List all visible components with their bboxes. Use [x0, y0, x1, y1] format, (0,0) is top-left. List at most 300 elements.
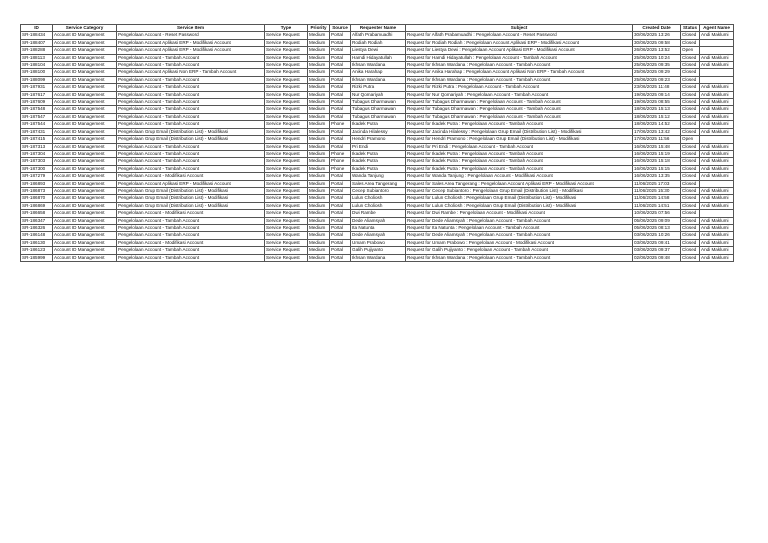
type-cell: Service Request [265, 54, 308, 61]
requester-name-cell: Hamdi Hidayatullah [351, 54, 406, 61]
created-date-cell: 05/06/2025 09:09 [633, 217, 681, 224]
type-cell: Service Request [265, 224, 308, 231]
service-item-cell: Pengelolaan Account - Tambah Account [117, 99, 265, 106]
priority-cell: Medium [308, 91, 330, 98]
table-row[interactable] [21, 69, 734, 76]
id-cell: SR-187304 [21, 150, 53, 157]
service-item-cell: Pengelolaan Grup Email (Distribution List) - Modifikasi [117, 202, 265, 209]
id-cell: SR-186130 [21, 239, 53, 246]
agent-name-cell: Andi Maklumi [700, 247, 734, 254]
subject-cell: Request for Tubagus Dharmawan : Pengelolaan Account - Tambah Account [406, 113, 633, 120]
type-cell: Service Request [265, 47, 308, 54]
priority-cell: Medium [308, 165, 330, 172]
subject-cell: Request for Rodiah Rodiah : Pengelolaan Account Aplikasi ERP - Modifikasi Account [406, 39, 633, 46]
service-item-cell: Pengelolaan Account - Tambah Account [117, 150, 265, 157]
type-cell: Service Request [265, 239, 308, 246]
source-cell: Portal [330, 106, 351, 113]
priority-cell: Medium [308, 128, 330, 135]
requester-name-cell: Ikhsan Wardana [351, 62, 406, 69]
service-item-cell: Pengelolaan Account - Tambah Account [117, 91, 265, 98]
subject-cell: Request for Lulun Choliosh : Pengelolaan Grup Email (Distribution List) - Modifikasi [406, 195, 633, 202]
agent-name-cell: Andi Maklumi [700, 150, 734, 157]
created-date-cell: 16/06/2025 15:18 [633, 158, 681, 165]
source-cell: Portal [330, 128, 351, 135]
column-header-requester-name[interactable]: Requester Name [351, 25, 406, 32]
status-cell: Closed [681, 180, 700, 187]
status-cell: Closed [681, 217, 700, 224]
column-header-service-item[interactable]: Service Item [117, 25, 265, 32]
subject-cell: Request for Ikadek Putra : Pengelolaan Account - Tambah Account [406, 158, 633, 165]
service-category-cell: Account ID Management [53, 128, 117, 135]
status-cell: Closed [681, 84, 700, 91]
service-request-report [20, 24, 734, 262]
table-row[interactable] [21, 202, 734, 209]
status-cell: Closed [681, 54, 700, 61]
agent-name-cell: Andi Maklumi [700, 187, 734, 194]
requester-name-cell: Nur Qomariyah [351, 91, 406, 98]
source-cell: Portal [330, 217, 351, 224]
agent-name-cell: Andi Maklumi [700, 54, 734, 61]
service-category-cell: Account ID Management [53, 84, 117, 91]
requester-name-cell: Alfath Prabamuadhi [351, 32, 406, 39]
type-cell: Service Request [265, 69, 308, 76]
table-row[interactable] [21, 247, 734, 254]
service-item-cell: Pengelolaan Account - Tambah Account [117, 254, 265, 261]
subject-cell: Request for Hendri Pramono : Pengelolaan Grup Email (Distribution List) - Modifikasi [406, 136, 633, 143]
table-row[interactable] [21, 54, 734, 61]
type-cell: Service Request [265, 150, 308, 157]
requester-name-cell: Tubagus Dharmawan [351, 99, 406, 106]
id-cell: SR-187548 [21, 106, 53, 113]
subject-cell: Request for Rizki Putra : Pengelolaan Account - Tambah Account [406, 84, 633, 91]
id-cell: SR-186893 [21, 180, 53, 187]
id-cell: SR-187279 [21, 173, 53, 180]
table-row[interactable] [21, 254, 734, 261]
requester-name-cell: Ikadek Putra [351, 150, 406, 157]
priority-cell: Medium [308, 239, 330, 246]
column-header-agent-name[interactable]: Agent Name [700, 25, 734, 32]
requester-name-cell: Wanda Tanjung [351, 173, 406, 180]
agent-name-cell [700, 39, 734, 46]
priority-cell: Medium [308, 158, 330, 165]
type-cell: Service Request [265, 91, 308, 98]
agent-name-cell: Andi Maklumi [700, 239, 734, 246]
status-cell: Closed [681, 113, 700, 120]
status-cell: Open [681, 136, 700, 143]
table-row[interactable] [21, 150, 734, 157]
type-cell: Service Request [265, 254, 308, 261]
created-date-cell: 30/06/2025 09:58 [633, 39, 681, 46]
status-cell: Closed [681, 173, 700, 180]
requester-name-cell: Galih Pujiyanto [351, 247, 406, 254]
subject-cell: Request for Sales Area Tangerang : Pengelolaan Account Aplikasi ERP - Modifikasi Account [406, 180, 633, 187]
type-cell: Service Request [265, 113, 308, 120]
source-cell: Portal [330, 32, 351, 39]
table-row[interactable] [21, 113, 734, 120]
column-header-subject[interactable]: Subject [406, 25, 633, 32]
table-row[interactable] [21, 121, 734, 128]
agent-name-cell: Andi Maklumi [700, 232, 734, 239]
service-item-cell: Pengelolaan Grup Email (Distribution List) - Modifikasi [117, 195, 265, 202]
service-category-cell: Account ID Management [53, 99, 117, 106]
agent-name-cell [700, 180, 734, 187]
table-row[interactable] [21, 84, 734, 91]
table-row[interactable] [21, 224, 734, 231]
type-cell: Service Request [265, 143, 308, 150]
requester-name-cell: Ikadek Putra [351, 121, 406, 128]
service-item-cell: Pengelolaan Account - Tambah Account [117, 143, 265, 150]
type-cell: Service Request [265, 136, 308, 143]
subject-cell: Request for Hamdi Hidayatullah : Pengelolaan Account - Tambah Account [406, 54, 633, 61]
type-cell: Service Request [265, 32, 308, 39]
subject-cell: Request for Alfath Prabamuadhi : Pengelolaan Account - Reset Password [406, 32, 633, 39]
id-cell: SR-187431 [21, 128, 53, 135]
priority-cell: Medium [308, 99, 330, 106]
service-category-cell: Account ID Management [53, 254, 117, 261]
id-cell: SR-187931 [21, 84, 53, 91]
priority-cell: Medium [308, 54, 330, 61]
column-header-created-date[interactable]: Created Date [633, 25, 681, 32]
service-item-cell: Pengelolaan Account - Modifikasi Account [117, 210, 265, 217]
table-row[interactable] [21, 180, 734, 187]
service-item-cell: Pengelolaan Account Aplikasi ERP - Modifikasi Account [117, 47, 265, 54]
agent-name-cell: Andi Maklumi [700, 113, 734, 120]
source-cell: Portal [330, 173, 351, 180]
id-cell: SR-186148 [21, 232, 53, 239]
priority-cell: Medium [308, 195, 330, 202]
created-date-cell: 11/06/2025 14:51 [633, 202, 681, 209]
status-cell: Closed [681, 143, 700, 150]
agent-name-cell [700, 76, 734, 83]
created-date-cell: 18/06/2025 14:52 [633, 121, 681, 128]
subject-cell: Request for Nur Qomariyah : Pengelolaan Account - Tambah Account [406, 91, 633, 98]
service-item-cell: Pengelolaan Account - Tambah Account [117, 224, 265, 231]
status-cell: Closed [681, 39, 700, 46]
subject-cell: Request for Ita Natunta : Pengelolaan Account - Tambah Account [406, 224, 633, 231]
service-category-cell: Account ID Management [53, 173, 117, 180]
service-item-cell: Pengelolaan Account - Tambah Account [117, 106, 265, 113]
status-cell: Closed [681, 32, 700, 39]
priority-cell: Medium [308, 202, 330, 209]
service-item-cell: Pengelolaan Account - Tambah Account [117, 76, 265, 83]
source-cell: Phone [330, 150, 351, 157]
status-cell: Closed [681, 187, 700, 194]
created-date-cell: 05/06/2025 08:13 [633, 224, 681, 231]
agent-name-cell: Andi Maklumi [700, 91, 734, 98]
subject-cell: Request for Umam Prabowo : Pengelolaan Account - Modifikasi Account [406, 239, 633, 246]
status-cell: Closed [681, 239, 700, 246]
subject-cell: Request for Pri Endi : Pengelolaan Account - Tambah Account [406, 143, 633, 150]
priority-cell: Medium [308, 143, 330, 150]
table-row[interactable] [21, 91, 734, 98]
service-category-cell: Account ID Management [53, 39, 117, 46]
status-cell: Closed [681, 128, 700, 135]
service-category-cell: Account ID Management [53, 54, 117, 61]
type-cell: Service Request [265, 39, 308, 46]
requester-name-cell: Dwi Rambe [351, 210, 406, 217]
id-cell: SR-188100 [21, 69, 53, 76]
service-category-cell: Account ID Management [53, 195, 117, 202]
status-cell: Closed [681, 76, 700, 83]
id-cell: SR-186123 [21, 247, 53, 254]
source-cell: Portal [330, 187, 351, 194]
priority-cell: Medium [308, 136, 330, 143]
agent-name-cell [700, 69, 734, 76]
id-cell: SR-188288 [21, 47, 53, 54]
status-cell: Closed [681, 254, 700, 261]
created-date-cell: 18/06/2025 15:13 [633, 106, 681, 113]
created-date-cell: 03/06/2025 09:41 [633, 239, 681, 246]
requester-name-cell: Dede Aliamsyah [351, 217, 406, 224]
source-cell: Portal [330, 113, 351, 120]
type-cell: Service Request [265, 62, 308, 69]
requester-name-cell: Pri Endi [351, 143, 406, 150]
table-row[interactable] [21, 128, 734, 135]
created-date-cell: 03/06/2025 10:26 [633, 232, 681, 239]
id-cell: SR-187547 [21, 113, 53, 120]
type-cell: Service Request [265, 210, 308, 217]
status-cell: Closed [681, 232, 700, 239]
table-row[interactable] [21, 39, 734, 46]
id-cell: SR-186326 [21, 224, 53, 231]
type-cell: Service Request [265, 232, 308, 239]
subject-cell: Request for Wanda Tanjung : Pengelolaan Account - Modifikasi Account [406, 173, 633, 180]
agent-name-cell [700, 210, 734, 217]
service-item-cell: Pengelolaan Account - Tambah Account [117, 62, 265, 69]
subject-cell: Request for Dede Aliamsyah : Pengelolaan Account - Tambah Account [406, 232, 633, 239]
requester-name-cell: Anika Harahap [351, 69, 406, 76]
requester-name-cell: Umam Prabowo [351, 239, 406, 246]
source-cell: Phone [330, 165, 351, 172]
id-cell: SR-185999 [21, 254, 53, 261]
service-category-cell: Account ID Management [53, 158, 117, 165]
service-item-cell: Pengelolaan Account Aplikasi ERP - Modifikasi Account [117, 180, 265, 187]
column-header-service-category[interactable]: Service Category [53, 25, 117, 32]
source-cell: Portal [330, 224, 351, 231]
priority-cell: Medium [308, 217, 330, 224]
service-item-cell: Pengelolaan Account - Tambah Account [117, 84, 265, 91]
requester-name-cell: Lulun Choliosh [351, 195, 406, 202]
type-cell: Service Request [265, 76, 308, 83]
source-cell: Portal [330, 232, 351, 239]
table-row[interactable] [21, 143, 734, 150]
created-date-cell: 25/06/2025 09:23 [633, 76, 681, 83]
created-date-cell: 23/06/2025 11:48 [633, 84, 681, 91]
source-cell: Portal [330, 47, 351, 54]
service-category-cell: Account ID Management [53, 69, 117, 76]
service-category-cell: Account ID Management [53, 187, 117, 194]
service-category-cell: Account ID Management [53, 232, 117, 239]
agent-name-cell: Andi Maklumi [700, 195, 734, 202]
table-row[interactable] [21, 195, 734, 202]
created-date-cell: 26/06/2025 13:52 [633, 47, 681, 54]
agent-name-cell: Andi Maklumi [700, 143, 734, 150]
service-item-cell: Pengelolaan Account Aplikasi Non ERP - Tambah Account [117, 69, 265, 76]
status-cell: Closed [681, 210, 700, 217]
id-cell: SR-187617 [21, 91, 53, 98]
service-category-cell: Account ID Management [53, 113, 117, 120]
table-row[interactable] [21, 47, 734, 54]
status-cell: Closed [681, 62, 700, 69]
subject-cell: Request for Liestya Dewi : Pengelolaan Account Aplikasi ERP - Modifikasi Account [406, 47, 633, 54]
table-row[interactable] [21, 32, 734, 39]
priority-cell: Medium [308, 232, 330, 239]
priority-cell: Medium [308, 106, 330, 113]
type-cell: Service Request [265, 247, 308, 254]
type-cell: Service Request [265, 173, 308, 180]
id-cell: SR-188113 [21, 54, 53, 61]
subject-cell: Request for Tubagus Dharmawan : Pengelolaan Account - Tambah Account [406, 106, 633, 113]
service-category-cell: Account ID Management [53, 76, 117, 83]
table-row[interactable] [21, 217, 734, 224]
created-date-cell: 16/06/2025 15:48 [633, 143, 681, 150]
agent-name-cell: Andi Maklumi [700, 106, 734, 113]
requester-name-cell: Tubagus Dharmawan [351, 113, 406, 120]
created-date-cell: 16/06/2025 13:35 [633, 173, 681, 180]
id-cell: SR-187313 [21, 143, 53, 150]
source-cell: Portal [330, 180, 351, 187]
service-category-cell: Account ID Management [53, 150, 117, 157]
priority-cell: Medium [308, 254, 330, 261]
service-item-cell: Pengelolaan Account - Modifikasi Account [117, 173, 265, 180]
requester-name-cell: Liestya Dewi [351, 47, 406, 54]
type-cell: Service Request [265, 187, 308, 194]
table-row[interactable] [21, 106, 734, 113]
id-cell: SR-188434 [21, 32, 53, 39]
service-item-cell: Pengelolaan Account - Tambah Account [117, 247, 265, 254]
created-date-cell: 11/06/2025 15:30 [633, 187, 681, 194]
source-cell: Phone [330, 121, 351, 128]
created-date-cell: 19/06/2025 09:14 [633, 91, 681, 98]
created-date-cell: 19/06/2025 08:55 [633, 99, 681, 106]
subject-cell: Request for Dede Aliamsyah : Pengelolaan Account - Tambah Account [406, 217, 633, 224]
service-category-cell: Account ID Management [53, 224, 117, 231]
column-header-source[interactable]: Source [330, 25, 351, 32]
table-row[interactable] [21, 173, 734, 180]
source-cell: Portal [330, 39, 351, 46]
status-cell: Closed [681, 158, 700, 165]
service-request-table [20, 24, 734, 262]
column-header-status[interactable]: Status [681, 25, 700, 32]
table-row[interactable] [21, 187, 734, 194]
priority-cell: Medium [308, 69, 330, 76]
requester-name-cell: Ikhsan Wardana [351, 254, 406, 261]
table-row[interactable] [21, 62, 734, 69]
subject-cell: Request for Jacinda Hilalessy : Pengelolaan Grup Email (Distribution List) - Modifikasi [406, 128, 633, 135]
id-cell: SR-186873 [21, 187, 53, 194]
source-cell: Portal [330, 195, 351, 202]
priority-cell: Medium [308, 247, 330, 254]
id-cell: SR-187415 [21, 136, 53, 143]
agent-name-cell: Andi Maklumi [700, 99, 734, 106]
table-row[interactable] [21, 232, 734, 239]
table-row[interactable] [21, 136, 734, 143]
source-cell: Portal [330, 76, 351, 83]
table-row[interactable] [21, 239, 734, 246]
priority-cell: Medium [308, 76, 330, 83]
source-cell: Portal [330, 254, 351, 261]
source-cell: Phone [330, 158, 351, 165]
source-cell: Portal [330, 91, 351, 98]
type-cell: Service Request [265, 84, 308, 91]
status-cell: Closed [681, 224, 700, 231]
status-cell: Open [681, 47, 700, 54]
created-date-cell: 03/06/2025 09:37 [633, 247, 681, 254]
service-item-cell: Pengelolaan Account - Tambah Account [117, 113, 265, 120]
table-row[interactable] [21, 210, 734, 217]
subject-cell: Request for Anika Harahap : Pengelolaan Account Aplikasi Non ERP - Tambah Account [406, 69, 633, 76]
subject-cell: Request for Tubagus Dharmawan : Pengelolaan Account - Tambah Account [406, 99, 633, 106]
source-cell: Portal [330, 62, 351, 69]
table-row[interactable] [21, 76, 734, 83]
priority-cell: Medium [308, 39, 330, 46]
service-category-cell: Account ID Management [53, 106, 117, 113]
type-cell: Service Request [265, 202, 308, 209]
subject-cell: Request for Lulun Choliosh : Pengelolaan Grup Email (Distribution List) - Modifikasi [406, 202, 633, 209]
source-cell: Portal [330, 84, 351, 91]
id-cell: SR-186658 [21, 210, 53, 217]
status-cell: Closed [681, 91, 700, 98]
column-header-id[interactable]: ID [21, 25, 53, 32]
status-cell: Closed [681, 202, 700, 209]
table-row[interactable] [21, 158, 734, 165]
id-cell: SR-186869 [21, 202, 53, 209]
service-category-cell: Account ID Management [53, 247, 117, 254]
table-row[interactable] [21, 165, 734, 172]
source-cell: Portal [330, 99, 351, 106]
service-item-cell: Pengelolaan Account - Tambah Account [117, 217, 265, 224]
priority-cell: Medium [308, 150, 330, 157]
status-cell: Closed [681, 121, 700, 128]
service-item-cell: Pengelolaan Account Aplikasi ERP - Modifikasi Account [117, 39, 265, 46]
agent-name-cell: Andi Maklumi [700, 84, 734, 91]
id-cell: SR-187303 [21, 158, 53, 165]
requester-name-cell: Rodiah Rodiah [351, 39, 406, 46]
source-cell: Portal [330, 143, 351, 150]
subject-cell: Request for Ikadek Putra : Pengelolaan Account - Tambah Account [406, 150, 633, 157]
source-cell: Portal [330, 239, 351, 246]
requester-name-cell: Cecep Subiantoro [351, 187, 406, 194]
column-header-type[interactable]: Type [265, 25, 308, 32]
created-date-cell: 25/06/2025 10:24 [633, 54, 681, 61]
service-category-cell: Account ID Management [53, 62, 117, 69]
priority-cell: Medium [308, 187, 330, 194]
table-body [21, 32, 734, 262]
created-date-cell: 10/06/2025 07:56 [633, 210, 681, 217]
service-item-cell: Pengelolaan Account - Modifikasi Account [117, 239, 265, 246]
priority-cell: Medium [308, 62, 330, 69]
service-category-cell: Account ID Management [53, 202, 117, 209]
created-date-cell: 16/06/2025 15:19 [633, 150, 681, 157]
agent-name-cell [700, 136, 734, 143]
created-date-cell: 30/06/2025 13:26 [633, 32, 681, 39]
priority-cell: Medium [308, 32, 330, 39]
column-header-priority[interactable]: Priority [308, 25, 330, 32]
priority-cell: Medium [308, 180, 330, 187]
service-item-cell: Pengelolaan Grup Email (Distribution List) - Modifikasi [117, 136, 265, 143]
created-date-cell: 25/06/2025 09:35 [633, 62, 681, 69]
source-cell: Portal [330, 202, 351, 209]
table-row[interactable] [21, 99, 734, 106]
agent-name-cell: Andi Maklumi [700, 158, 734, 165]
subject-cell: Request for Ikadek Putra : Pengelolaan Account - Tambah Account [406, 165, 633, 172]
service-item-cell: Pengelolaan Account - Tambah Account [117, 158, 265, 165]
created-date-cell: 17/06/2025 11:56 [633, 136, 681, 143]
agent-name-cell: Andi Maklumi [700, 32, 734, 39]
type-cell: Service Request [265, 158, 308, 165]
created-date-cell: 18/06/2025 15:12 [633, 113, 681, 120]
priority-cell: Medium [308, 224, 330, 231]
